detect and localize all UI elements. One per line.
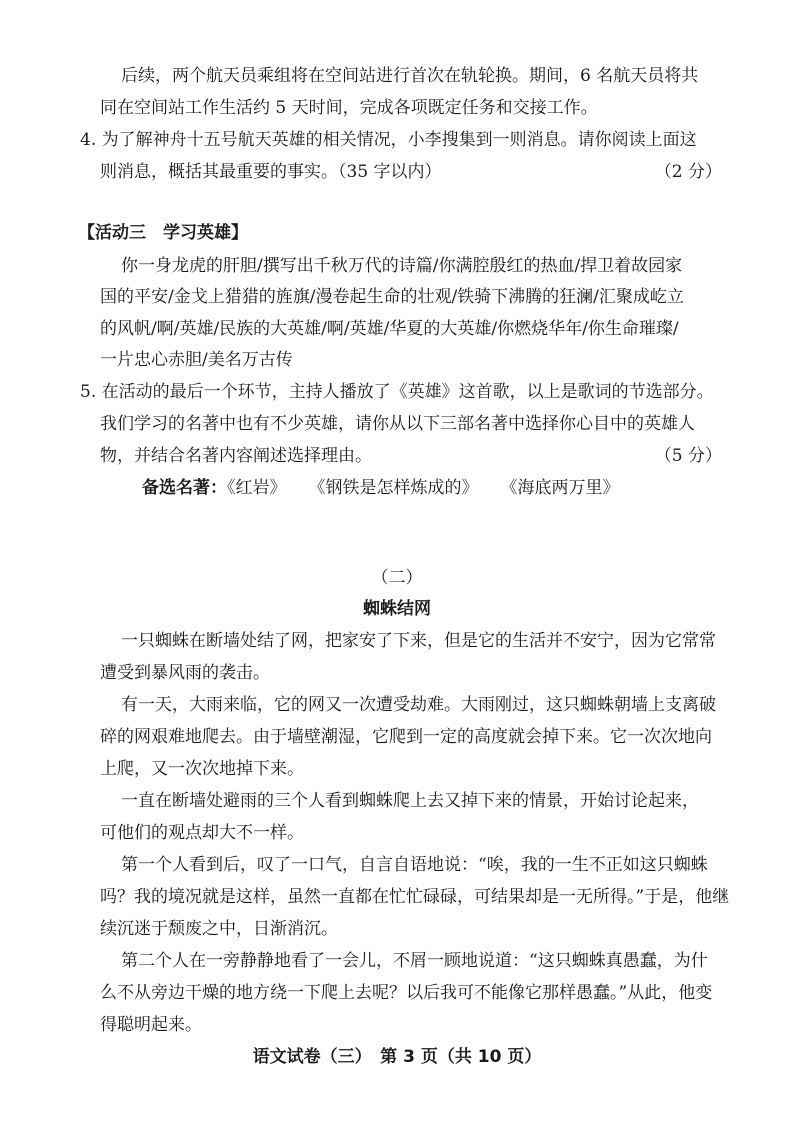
article-line: 一只蜘蛛在断墙处结了网，把家安了下来，但是它的生活并不安宁，因为它常常 bbox=[121, 631, 716, 651]
article-line: 有一天，大雨来临，它的网又一次遭受劫难。大雨刚过，这只蜘蛛朝墙上支离破 bbox=[121, 695, 716, 715]
book-option: 《红岩》 bbox=[227, 478, 287, 498]
lyrics-line: 国的平安/金戈上猎猎的旌旗/漫卷起生命的壮观/铁骑下沸腾的狂澜/汇聚成屹立 bbox=[100, 287, 684, 307]
question-4-text: 则消息，概括其最重要的事实。（35 字以内） bbox=[100, 162, 442, 182]
intro-line: 同在空间站工作生活约 5 天时间，完成各项既定任务和交接工作。 bbox=[100, 98, 598, 118]
section-number: （二） bbox=[371, 568, 423, 588]
question-5-text: 5. 在活动的最后一个环节，主持人播放了《英雄》这首歌，以上是歌词的节选部分。 bbox=[80, 382, 714, 402]
book-option: 《海底两万里》 bbox=[500, 478, 620, 498]
question-5-text: 我们学习的名著中也有不少英雄，请你从以下三部名著中选择你心目中的英雄人 bbox=[100, 414, 695, 434]
article-line: 可他们的观点却大不一样。 bbox=[100, 823, 304, 843]
book-options-label: 备选名著： bbox=[142, 478, 227, 498]
article-line: 一直在断墙处避雨的三个人看到蜘蛛爬上去又掉下来的情景，开始讨论起来， bbox=[121, 791, 699, 811]
lyrics-line: 的风帆/啊/英雄/民族的大英雄/啊/英雄/华夏的大英雄/你燃烧华年/你生命璀璨/ bbox=[100, 319, 679, 339]
article-title: 蜘蛛结网 bbox=[363, 599, 431, 619]
book-options bbox=[0, 476, 794, 500]
article-line: 碎的网艰难地爬去。由于墙壁潮湿，它爬到一定的高度就会掉下来。它一次次地向 bbox=[100, 727, 712, 747]
question-5-text: 物，并结合名著内容阐述选择理由。 bbox=[100, 446, 372, 466]
book-option: 《钢铁是怎样炼成的》 bbox=[308, 478, 479, 498]
article-line: 第二个人在一旁静静地看了一会儿，不屑一顾地说道：“这只蜘蛛真愚蠢，为什 bbox=[121, 951, 708, 971]
article-line: 么不从旁边干燥的地方绕一下爬上去呢？以后我可不能像它那样愚蠢。”从此，他变 bbox=[100, 983, 713, 1003]
intro-line: 后续，两个航天员乘组将在空间站进行首次在轨轮换。期间，6 名航天员将共 bbox=[121, 66, 699, 86]
article-line: 遭受到暴风雨的袭击。 bbox=[100, 663, 270, 683]
article-line: 上爬，又一次次地掉下来。 bbox=[100, 759, 304, 779]
page-footer: 语文试卷（三） 第 3 页（共 10 页） bbox=[252, 1047, 542, 1067]
article-line: 第一个人看到后，叹了一口气，自言自语地说：“唉，我的一生不正如这只蜘蛛 bbox=[121, 855, 708, 875]
lyrics-line: 你一身龙虎的肝胆/撰写出千秋万代的诗篇/你满腔殷红的热血/捍卫着故园家 bbox=[121, 256, 683, 276]
article-line: 吗？我的境况就是这样，虽然一直都在忙忙碌碌，可结果却是一无所得。”于是，他继 bbox=[100, 887, 730, 907]
question-4-text: 4. 为了解神舟十五号航天英雄的相关情况，小李搜集到一则消息。请你阅读上面这 bbox=[80, 130, 697, 150]
question-5-score: （5 分） bbox=[654, 446, 722, 466]
article-line: 续沉迷于颓废之中，日渐消沉。 bbox=[100, 919, 338, 939]
article-line: 得聪明起来。 bbox=[100, 1015, 202, 1035]
activity-3-heading: 【活动三 学习英雄】 bbox=[78, 223, 248, 243]
question-4-score: （2 分） bbox=[654, 162, 722, 182]
lyrics-line: 一片忠心赤胆/美名万古传 bbox=[100, 350, 293, 370]
